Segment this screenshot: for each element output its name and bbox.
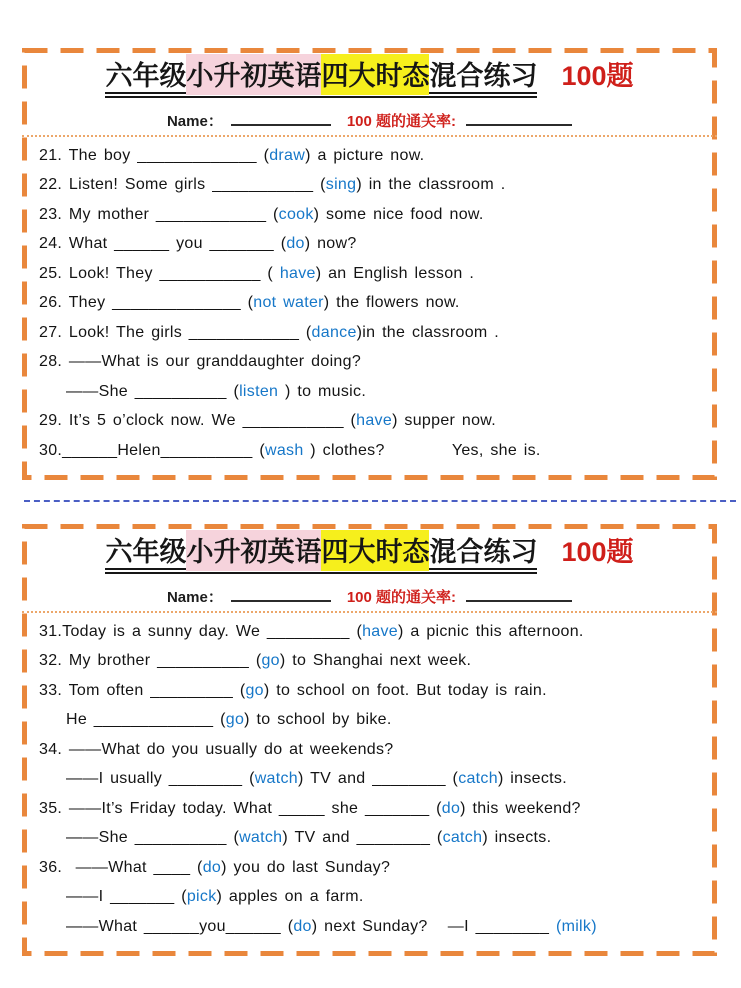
question-text: ) the flowers now. — [323, 294, 460, 312]
question-text: ) clothes? Yes, she is. — [303, 441, 541, 459]
question-text: ——I _______ ( — [66, 888, 187, 906]
question-text: ——She __________ ( — [66, 382, 240, 400]
verb-hint: dance — [311, 323, 357, 341]
worksheet-title-text — [105, 537, 537, 574]
verb-hint: do — [441, 799, 461, 817]
question-text: ) to music. — [278, 382, 367, 400]
pass-rate-label: 100 题的通关率: — [346, 589, 457, 606]
verb-hint: catch — [442, 829, 483, 847]
question-text: ) insects. — [497, 770, 567, 788]
question-text: ) a picture now. — [305, 147, 425, 164]
question-text: ——She __________ ( — [66, 829, 240, 847]
question-text: ) apples on a farm. — [216, 888, 364, 906]
verb-hint: have — [362, 623, 398, 640]
question-text: ) in the classroom . — [356, 176, 506, 194]
rate-blank-line — [466, 114, 572, 126]
verb-hint: do — [293, 917, 312, 935]
question-text: He _____________ ( — [66, 711, 226, 729]
verb-hint: do — [286, 235, 305, 253]
title-highlight-pink: 小升初英语 — [186, 54, 321, 95]
verb-hint: listen — [239, 382, 279, 400]
name-blank-line — [231, 114, 331, 126]
question-text: )in the classroom . — [356, 323, 500, 341]
worksheet-title — [22, 55, 717, 97]
rate-blank-line — [466, 590, 572, 602]
worksheet-title — [22, 531, 717, 573]
question-text: 30.______Helen__________ ( — [39, 441, 265, 459]
name-label: Name： — [166, 589, 223, 606]
question-text: ) now? — [304, 235, 357, 253]
verb-hint: cook — [278, 205, 314, 223]
question-text: 25. Look! They ___________ ( — [39, 264, 280, 282]
worksheet-panel-2 — [22, 524, 717, 956]
question-text: ) an English lesson . — [315, 264, 475, 282]
title-prefix: 六年级 — [105, 61, 187, 91]
question-text: 33. Tom often _________ ( — [39, 681, 246, 699]
question-text: 35. ——It’s Friday today. What _____ she _______ ( — [39, 799, 442, 817]
question-text: ) to school by bike. — [244, 711, 392, 729]
title-suffix: 混合练习 — [429, 61, 538, 91]
question-text: 22. Listen! Some girls ___________ ( — [39, 176, 326, 194]
question-text: 23. My mother ____________ ( — [39, 205, 279, 223]
question-text: 27. Look! The girls ____________ ( — [39, 323, 312, 341]
verb-hint: have — [279, 264, 316, 282]
question-text: ——What ______you______ ( — [66, 917, 294, 935]
verb-hint: (milk) — [555, 917, 597, 935]
title-prefix: 六年级 — [105, 537, 187, 567]
name-blank-line — [231, 590, 331, 602]
question-count-badge: 100题 — [561, 61, 634, 91]
title-highlight-yellow: 四大时态 — [321, 54, 429, 95]
pass-rate-label: 100 题的通关率: — [346, 113, 457, 130]
question-text: 24. What ______ you _______ ( — [39, 235, 287, 253]
panel-separator — [24, 500, 736, 502]
question-text: ) TV and ________ ( — [298, 770, 459, 788]
question-text: 26. They ______________ ( — [39, 294, 254, 312]
panel-header — [22, 48, 717, 137]
verb-hint: go — [261, 652, 280, 670]
question-text: ) a picnic this afternoon. — [398, 623, 584, 640]
verb-hint: wash — [265, 441, 304, 459]
question-text: 36. ——What ____ ( — [39, 858, 203, 876]
verb-hint: draw — [269, 147, 306, 164]
question-text: ) some nice food now. — [313, 205, 484, 223]
verb-hint: have — [356, 412, 393, 430]
title-highlight-yellow: 四大时态 — [321, 530, 429, 571]
question-text: ) supper now. — [392, 412, 497, 430]
question-text: 34. ——What do you usually do at weekends? — [39, 740, 394, 758]
worksheet-title-text — [105, 61, 537, 98]
name-row — [22, 586, 717, 605]
verb-hint: do — [202, 858, 222, 876]
question-text: 21. The boy _____________ ( — [39, 147, 270, 164]
verb-hint: go — [225, 711, 245, 729]
header-divider — [22, 135, 717, 137]
title-highlight-pink: 小升初英语 — [186, 530, 321, 571]
question-text: ) to school on foot. But today is rain. — [263, 681, 547, 699]
worksheet-panel-1 — [22, 48, 717, 480]
verb-hint: catch — [458, 770, 498, 788]
verb-hint: sing — [325, 176, 357, 194]
question-text: ) you do last Sunday? — [221, 858, 391, 876]
question-text: ) TV and ________ ( — [282, 829, 443, 847]
header-divider — [22, 611, 717, 613]
verb-hint: go — [245, 681, 264, 699]
question-count-badge: 100题 — [561, 537, 634, 567]
panel-header — [22, 524, 717, 613]
question-text: 29. It’s 5 o’clock now. We ___________ ( — [39, 412, 357, 430]
name-row — [22, 110, 717, 129]
question-text: ) insects. — [482, 829, 552, 847]
title-suffix: 混合练习 — [429, 537, 538, 567]
question-text: 32. My brother __________ ( — [39, 652, 262, 670]
question-text: ——I usually ________ ( — [66, 770, 255, 788]
name-label: Name： — [166, 113, 223, 130]
verb-hint: watch — [254, 770, 298, 788]
question-text: 28. ——What is our granddaughter doing? — [39, 353, 362, 371]
question-text: 31.Today is a sunny day. We _________ ( — [39, 623, 363, 640]
verb-hint: watch — [239, 829, 283, 847]
question-text: ) this weekend? — [460, 799, 581, 817]
verb-hint: pick — [186, 888, 217, 906]
question-text: ) next Sunday? —I ________ — [311, 917, 556, 935]
question-text: ) to Shanghai next week. — [279, 652, 472, 670]
verb-hint: not water — [253, 294, 324, 312]
